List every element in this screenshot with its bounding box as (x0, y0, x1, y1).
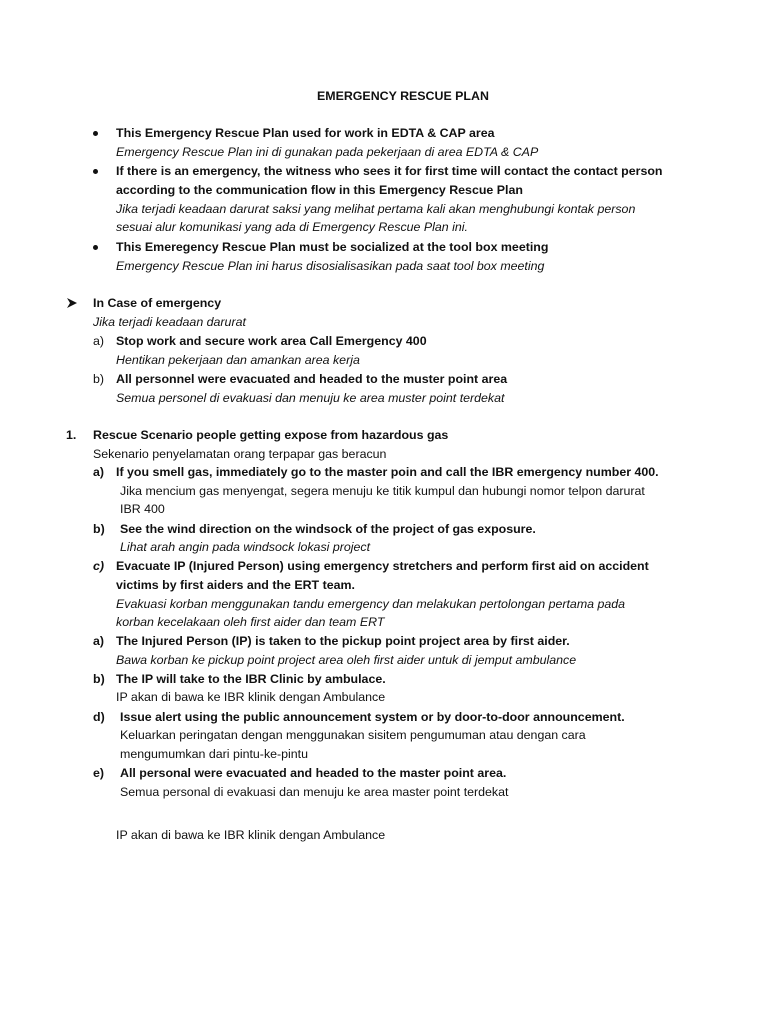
scenario-item-e-text: All personal were evacuated and headed to the master point area. (120, 766, 507, 780)
list-marker: b) (93, 672, 105, 686)
scenario-item-a2-translation: Bawa korban ke pickup point project area oleh first aider untuk di jemput ambulance (116, 653, 577, 667)
emergency-item-a-text: Stop work and secure work area Call Emergency 400 (116, 334, 427, 348)
bullet-dot (93, 131, 98, 136)
scenario-item-a-translation-line-2: IBR 400 (120, 502, 165, 516)
intro-2-translation-line-2: sesuai alur komunikasi yang ada di Emergency Rescue Plan ini. (116, 220, 468, 234)
emergency-item-b-translation: Semua personel di evakuasi dan menuju ke area muster point terdekat (116, 391, 505, 405)
scenario-item-a2-text: The Injured Person (IP) is taken to the pickup point project area by first aider. (116, 634, 570, 648)
list-marker: a) (93, 465, 105, 479)
list-marker: a) (93, 634, 105, 648)
scenario-item-b2-translation: IP akan di bawa ke IBR klinik dengan Ambulance (116, 690, 386, 704)
emergency-heading-translation: Jika terjadi keadaan darurat (93, 315, 246, 329)
bullet-dot (93, 245, 98, 250)
scenario-item-c-translation-line-2: korban kecelakaan oleh first aider dan team ERT (116, 615, 385, 629)
scenario-item-a-translation-line-1: Jika mencium gas menyengat, segera menuju ke titik kumpul dan hubungi nomor telpon darurat (120, 484, 645, 498)
intro-2-translation-line-1: Jika terjadi keadaan darurat saksi yang melihat pertama kali akan menghubungi kontak person (116, 202, 636, 216)
emergency-item-a-translation: Hentikan pekerjaan dan amankan area kerja (116, 353, 360, 367)
list-marker: b) (93, 522, 105, 536)
list-marker: c) (93, 559, 105, 573)
emergency-item-b-text: All personnel were evacuated and headed to the muster point area (116, 372, 508, 386)
footer-note: IP akan di bawa ke IBR klinik dengan Ambulance (116, 828, 386, 842)
scenario-heading: Rescue Scenario people getting expose from hazardous gas (93, 428, 449, 442)
list-marker: a) (93, 334, 105, 348)
intro-1-translation: Emergency Rescue Plan ini di gunakan pada pekerjaan di area EDTA & CAP (116, 145, 539, 159)
intro-2-text-line-1: If there is an emergency, the witness who sees it for first time will contact the contact person (116, 164, 663, 178)
arrowhead-bullet-icon (66, 297, 78, 309)
scenario-item-c-translation-line-1: Evakuasi korban menggunakan tandu emergency dan melakukan pertolongan pertama pada (116, 597, 626, 611)
scenario-item-b-text: See the wind direction on the windsock of the project of gas exposure. (120, 522, 536, 536)
scenario-item-a-text: If you smell gas, immediately go to the master poin and call the IBR emergency number 400. (116, 465, 659, 479)
list-marker: e) (93, 766, 105, 780)
section-number: 1. (66, 428, 77, 442)
bullet-dot (93, 169, 98, 174)
intro-3-translation: Emergency Rescue Plan ini harus disosialisasikan pada saat tool box meeting (116, 259, 545, 273)
intro-3-text: This Emeregency Rescue Plan must be socialized at the tool box meeting (116, 240, 549, 254)
scenario-item-d-translation-line-1: Keluarkan peringatan dengan menggunakan sisitem pengumuman atau dengan cara (120, 728, 586, 742)
scenario-item-d-translation-line-2: mengumumkan dari pintu-ke-pintu (120, 747, 309, 761)
emergency-heading: In Case of emergency (93, 296, 222, 310)
intro-1-text: This Emergency Rescue Plan used for work in EDTA & CAP area (116, 126, 495, 140)
list-marker: b) (93, 372, 105, 386)
scenario-heading-translation: Sekenario penyelamatan orang terpapar gas beracun (93, 447, 387, 461)
scenario-item-c-text-line-2: victims by first aiders and the ERT team. (116, 578, 355, 592)
intro-2-text-line-2: according to the communication flow in this Emergency Rescue Plan (116, 183, 523, 197)
page-title: EMERGENCY RESCUE PLAN (317, 89, 489, 103)
scenario-item-e-translation: Semua personal di evakuasi dan menuju ke area master point terdekat (120, 785, 509, 799)
scenario-item-b-translation: Lihat arah angin pada windsock lokasi project (120, 540, 371, 554)
list-marker: d) (93, 710, 105, 724)
scenario-item-d-text: Issue alert using the public announcement system or by door-to-door announcement. (120, 710, 625, 724)
scenario-item-b2-text: The IP will take to the IBR Clinic by ambulace. (116, 672, 386, 686)
scenario-item-c-text-line-1: Evacuate IP (Injured Person) using emergency stretchers and perform first aid on accident (116, 559, 649, 573)
